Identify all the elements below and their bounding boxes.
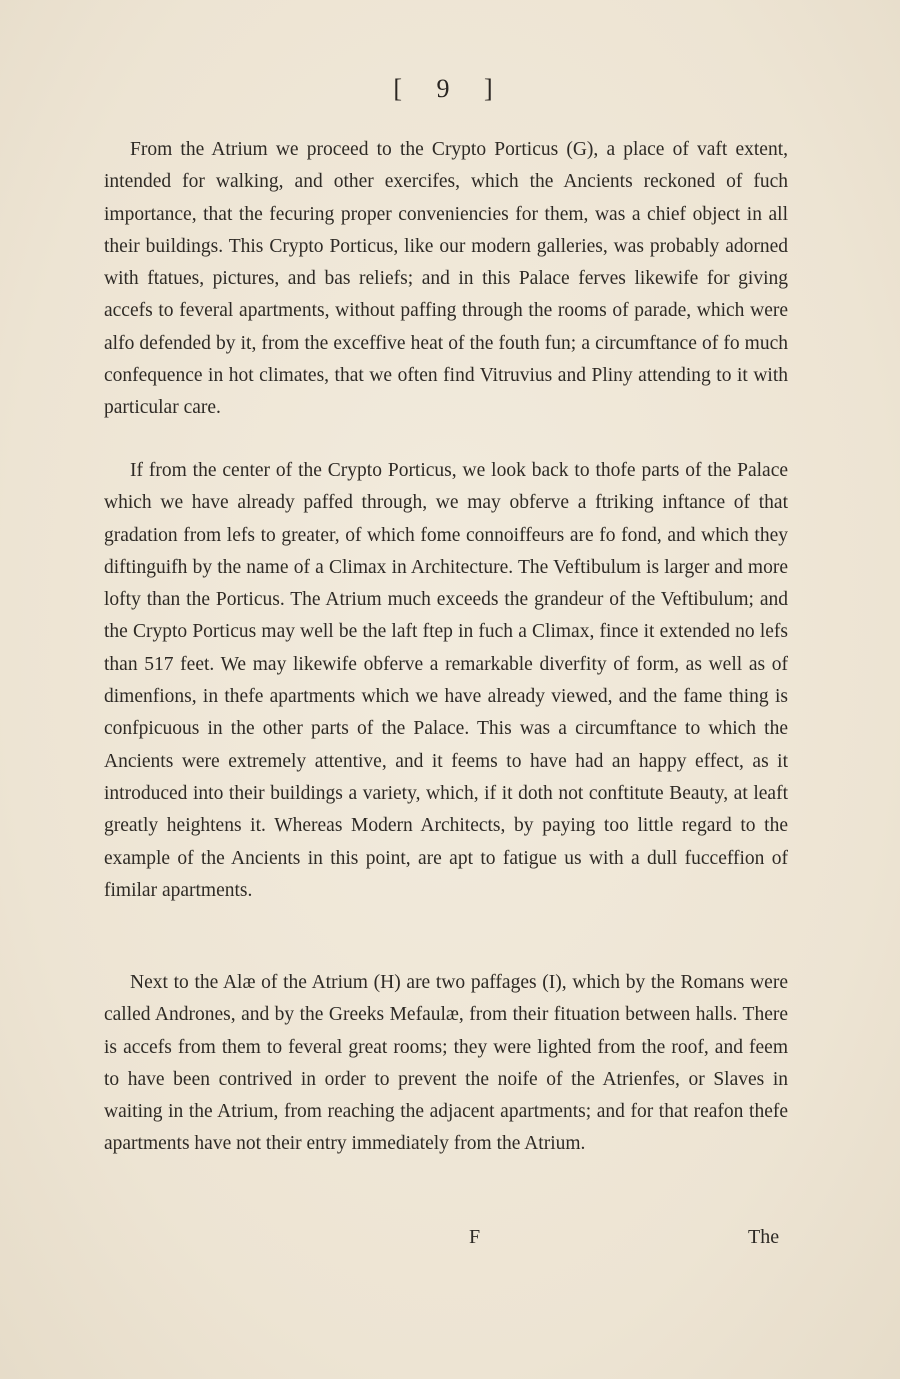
- catchword: The: [748, 1226, 780, 1248]
- signature-mark: F: [469, 1226, 481, 1248]
- paragraph-climax: If from the center of the Crypto Porticus, we look back to thofe parts of the Palace which we have already paffed through, we may obferve a ftriking inftance of that gradation from lefs to greater, of which fome connoiffeurs are fo fond, and which they diftinguifh by the name of a Climax in Architecture. The Veftibulum is larger and more lofty than the Porticus. The Atrium much exceeds the grandeur of the Veftibulum; and the Crypto Porticus may well be the laft ftep in fuch a Climax, fince it extended no lefs than 517 feet. We may likewife obferve a remarkable diverfity of form, as well as of dimenfions, in thefe apartments which we have already viewed, and the fame thing is confpicuous in the other parts of the Palace. This was a circumftance to which the Ancients were extremely attentive, and it feems to have had an happy effect, as it introduced into their buildings a variety, which, if it doth not conftitute Beauty, at leaft greatly heightens it. Whereas Modern Architects, by paying too little regard to the example of the Ancients in this point, are apt to fatigue us with a dull fucceffion of fimilar apartments.: [104, 460, 788, 901]
- page-number: [ 9 ]: [393, 74, 507, 103]
- paragraph-andrones: Next to the Alæ of the Atrium (H) are two paffages (I), which by the Romans were called Andrones, and by the Greeks Mefaulæ, from their fituation between halls. There is accefs from them to feveral great rooms; they were lighted from the roof, and feem to have been contrived in order to prevent the noife of the Atrienfes, or Slaves in waiting in the Atrium, from reaching the adjacent apartments; and for that reafon thefe apartments have not their entry immediately from the Atrium.: [104, 972, 788, 1155]
- paragraph-crypto-porticus: From the Atrium we proceed to the Crypto Porticus (G), a place of vaft extent, intended for walking, and other exercifes, which the Ancients reckoned of fuch importance, that the fecuring proper conveniencies for them, was a chief object in all their buildings. This Crypto Porticus, like our modern galleries, was probably adorned with ftatues, pictures, and bas reliefs; and in this Palace ferves likewife for giving accefs to feveral apartments, without paffing through the rooms of parade, which were alfo defended by it, from the exceffive heat of the fouth fun; a circumftance of fo much confequence in hot climates, that we often find Vitruvius and Pliny attending to it with particular care.: [104, 139, 788, 419]
